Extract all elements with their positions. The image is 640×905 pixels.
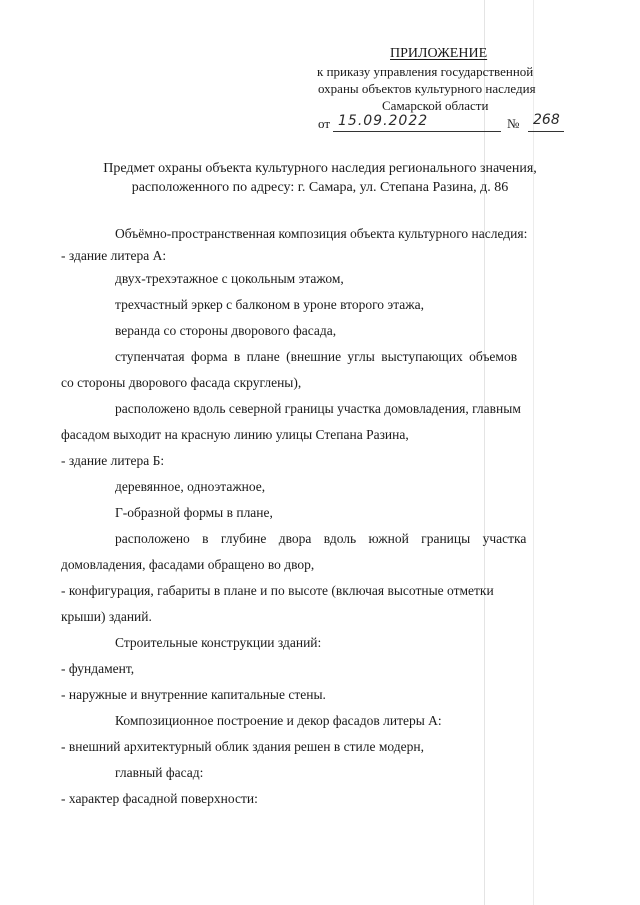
appendix-line-3: Самарской области bbox=[382, 98, 489, 113]
paragraph: - здание литера Б: bbox=[61, 453, 165, 468]
date-label: от bbox=[318, 116, 331, 131]
paragraph: ступенчатая форма в плане (внешние углы выступающих объемов bbox=[115, 349, 518, 364]
paragraph: со стороны дворового фасада скруглены), bbox=[61, 375, 302, 390]
paragraph: расположено вдоль северной границы участка домовладения, главным bbox=[115, 401, 521, 416]
paragraph: двух-трехэтажное с цокольным этажом, bbox=[115, 271, 344, 286]
paragraph: деревянное, одноэтажное, bbox=[115, 479, 266, 494]
paragraph: домовладения, фасадами обращено во двор, bbox=[61, 557, 315, 572]
paragraph: Объёмно-пространственная композиция объекта культурного наследия: bbox=[115, 226, 528, 241]
paragraph: - внешний архитектурный облик здания решен в стиле модерн, bbox=[61, 739, 424, 754]
paragraph: веранда со стороны дворового фасада, bbox=[115, 323, 337, 338]
paragraph: главный фасад: bbox=[115, 765, 204, 780]
paragraph: Композиционное построение и декор фасадов литеры А: bbox=[115, 713, 442, 728]
appendix-line-2: охраны объектов культурного наследия bbox=[318, 81, 536, 96]
date-underline bbox=[333, 131, 501, 132]
heading-line-2: расположенного по адресу: г. Самара, ул. Степана Разина, д. 86 bbox=[131, 180, 509, 195]
paragraph: расположено в глубине двора вдоль южной границы участка bbox=[115, 531, 527, 546]
handwritten-date: 15.09.2022 bbox=[338, 113, 429, 129]
document-heading bbox=[60, 159, 580, 197]
paragraph: Строительные конструкции зданий: bbox=[115, 635, 322, 650]
number-label: № bbox=[507, 116, 520, 131]
paragraph: Г-образной формы в плане, bbox=[115, 505, 273, 520]
handwritten-number: 268 bbox=[533, 112, 560, 128]
paragraph: - здание литера А: bbox=[61, 248, 167, 263]
appendix-line-1: к приказу управления государственной bbox=[317, 64, 534, 79]
paragraph: трехчастный эркер с балконом в уроне второго этажа, bbox=[115, 297, 424, 312]
paragraph: фасадом выходит на красную линию улицы Степана Разина, bbox=[61, 427, 409, 442]
paragraph: - конфигурация, габариты в плане и по высоте (включая высотные отметки bbox=[61, 583, 494, 598]
paragraph: - наружные и внутренние капитальные стены. bbox=[61, 687, 326, 702]
heading-line-1: Предмет охраны объекта культурного наследия регионального значения, bbox=[103, 161, 537, 176]
paragraph: крыши) зданий. bbox=[61, 609, 152, 624]
order-date-line bbox=[318, 116, 330, 132]
appendix-title: ПРИЛОЖЕНИЕ bbox=[390, 46, 488, 61]
number-underline bbox=[528, 131, 564, 132]
paragraph: - фундамент, bbox=[61, 661, 135, 676]
paragraph: - характер фасадной поверхности: bbox=[61, 791, 258, 806]
